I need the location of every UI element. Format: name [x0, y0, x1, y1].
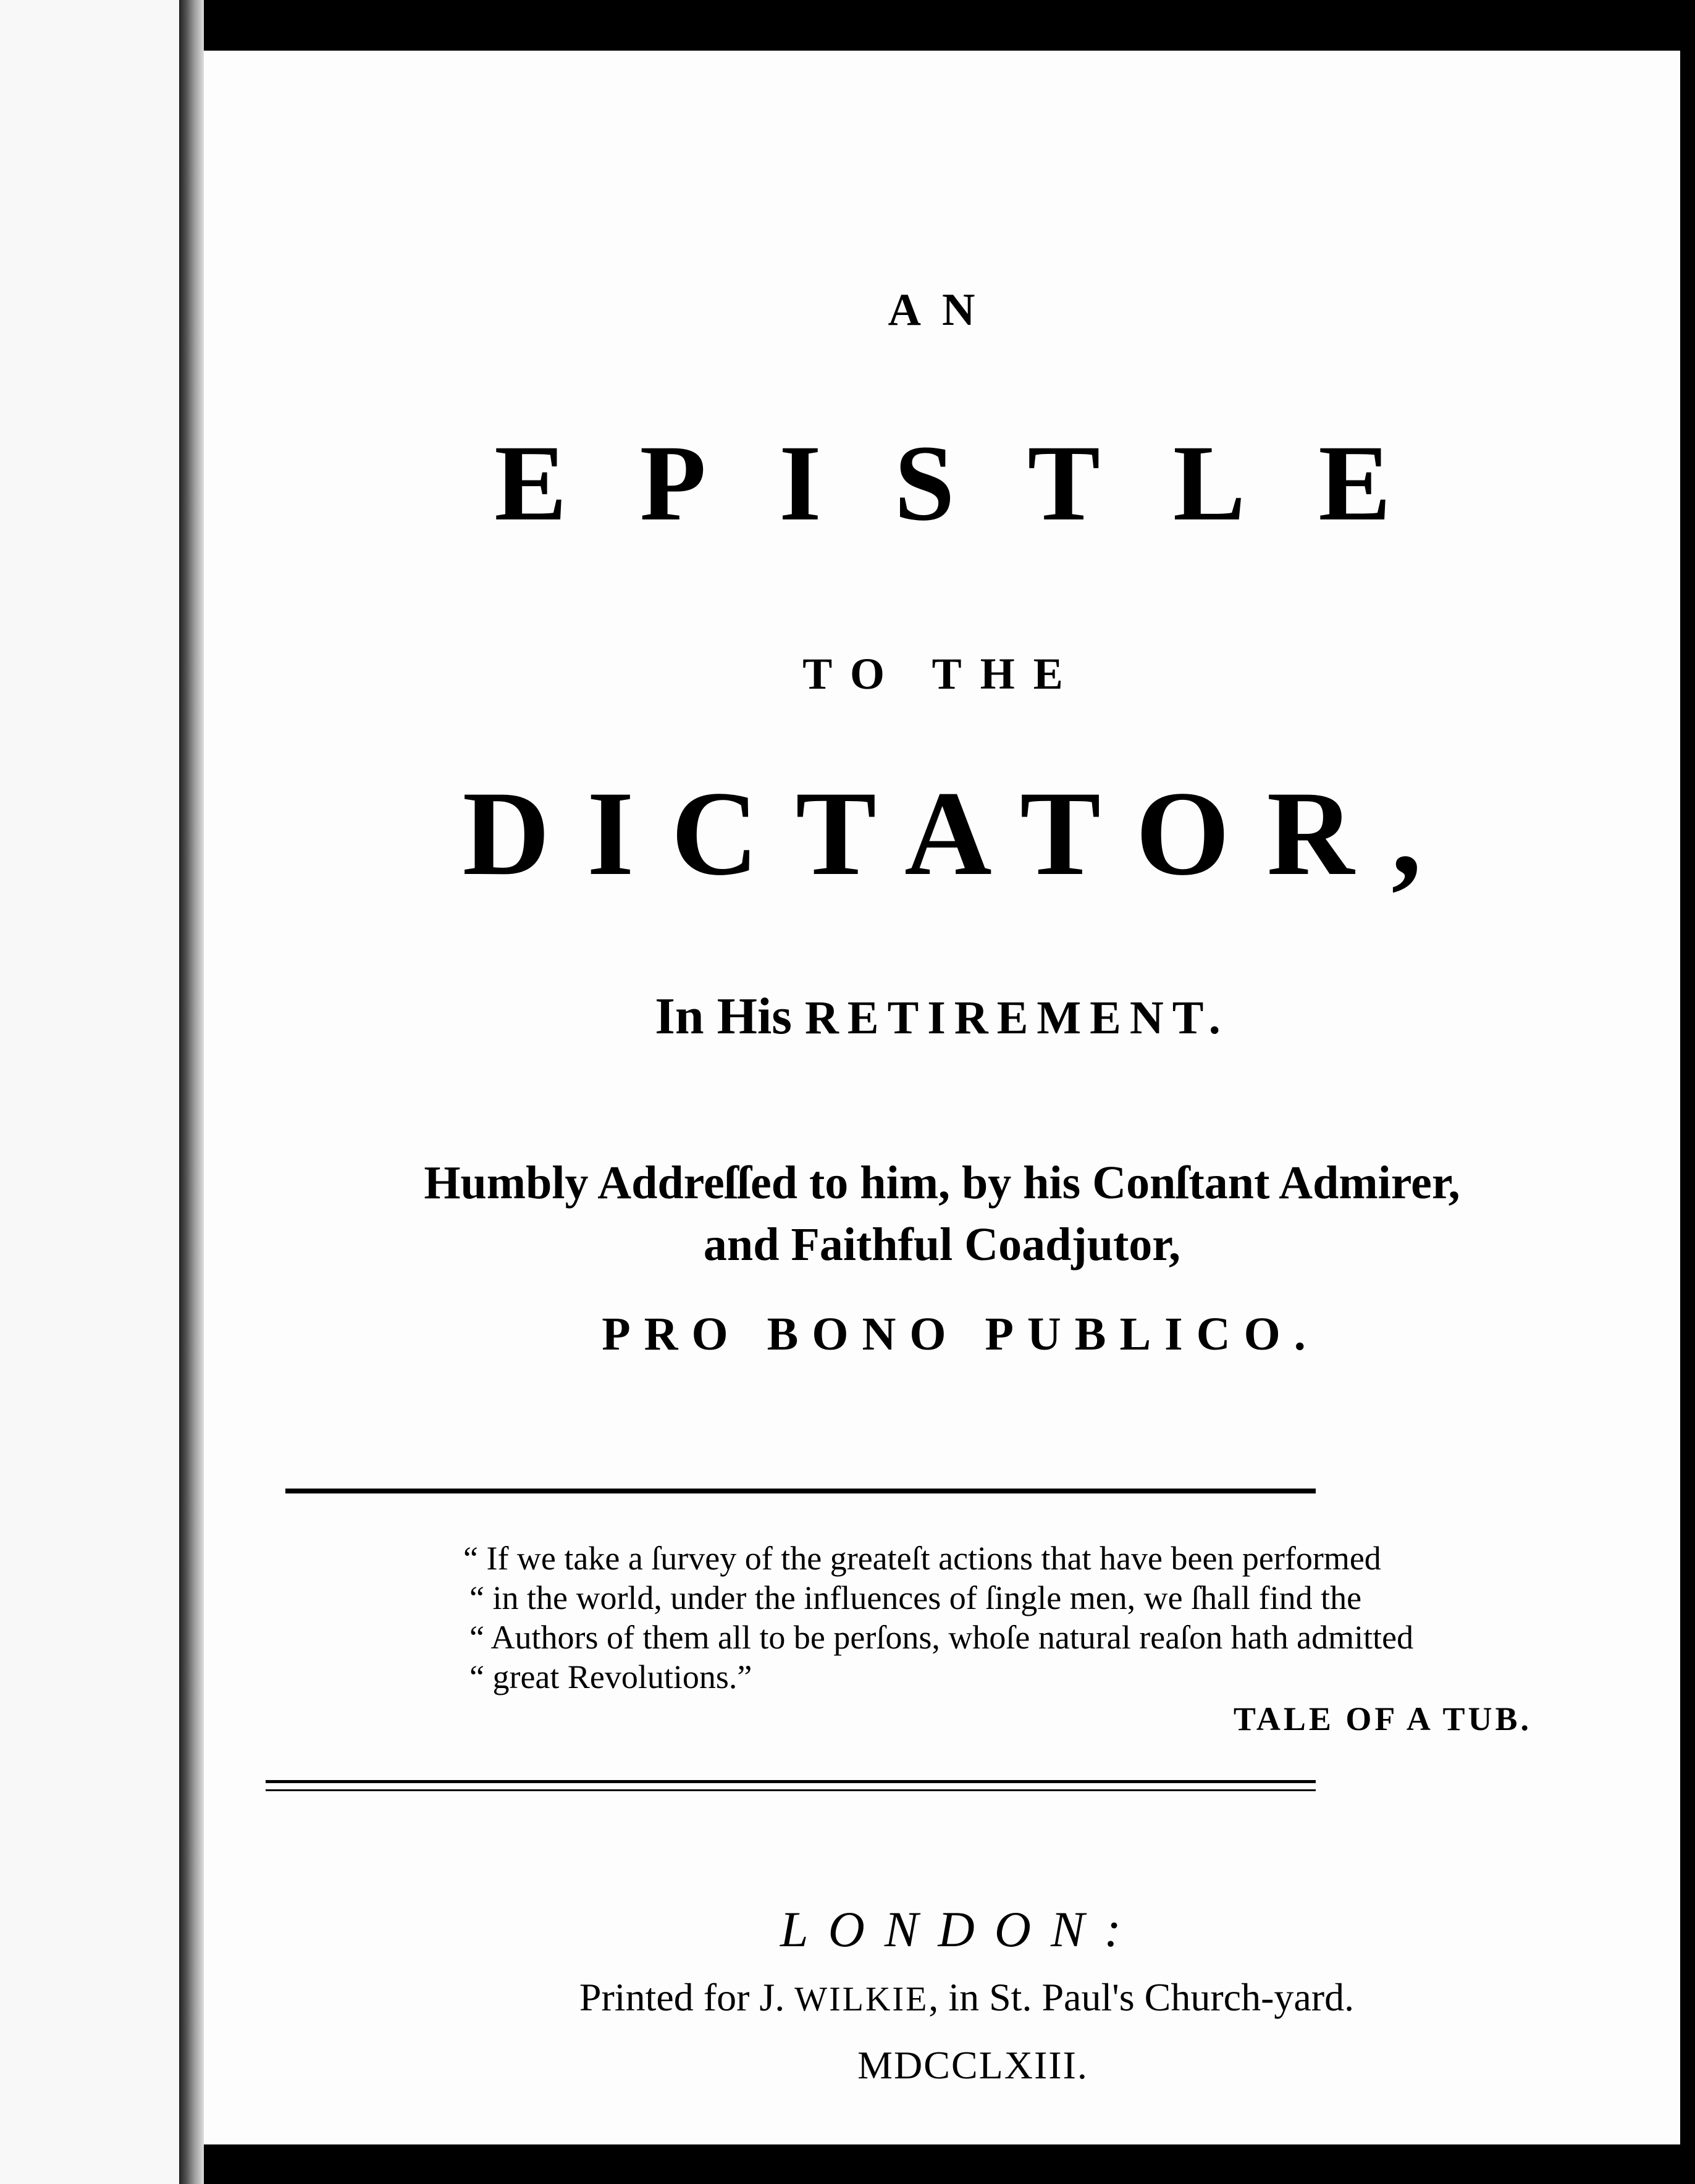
title-dictator: DICTATOR, — [462, 766, 1459, 901]
epigraph-line-3: “ Authors of them all to be perſons, whoſe natural reaſon hath admitted — [469, 1619, 1414, 1656]
title-page — [204, 51, 1680, 2144]
imprint-year: MDCCLXIII. — [857, 2043, 1088, 2087]
dedication-line-2: and Faithful Coadjutor, — [703, 1219, 1181, 1270]
epigraph-line-2: “ in the world, under the influences of ſingle men, we ſhall find the — [469, 1579, 1362, 1616]
title-to-the: TO THE — [802, 649, 1082, 699]
double-rule-top — [266, 1780, 1316, 1783]
epigraph-line-4: “ great Revolutions.” — [469, 1658, 752, 1695]
imprint-printer — [204, 1975, 1695, 2020]
author-pseudonym: PRO BONO PUBLICO. — [602, 1308, 1319, 1360]
subtitle-caps: RETIREMENT. — [805, 992, 1229, 1044]
rule-above-epigraph — [285, 1489, 1316, 1493]
epigraph-source: TALE OF A TUB. — [1233, 1700, 1532, 1737]
subtitle-retirement — [204, 986, 1680, 1046]
epigraph-line-1: “ If we take a ſurvey of the greateſt actions that have been performed — [463, 1540, 1381, 1577]
subtitle-prefix: In His — [655, 988, 805, 1045]
imprint-location: , in St. Paul's Church-yard. — [928, 1975, 1355, 2019]
dedication-line-1: Humbly Addreſſed to him, by his Conſtant Admirer, — [424, 1157, 1460, 1209]
double-rule-bottom — [266, 1789, 1316, 1791]
facing-page-edge — [0, 0, 179, 2184]
binding-gutter — [179, 0, 204, 2184]
title-article: AN — [888, 285, 996, 335]
imprint-city: LONDON: — [780, 1901, 1141, 1957]
imprint-publisher: WILKIE — [794, 1980, 929, 2018]
title-epistle: EPISTLE — [494, 423, 1464, 544]
imprint-printed-for: Printed for J. — [579, 1975, 795, 2019]
